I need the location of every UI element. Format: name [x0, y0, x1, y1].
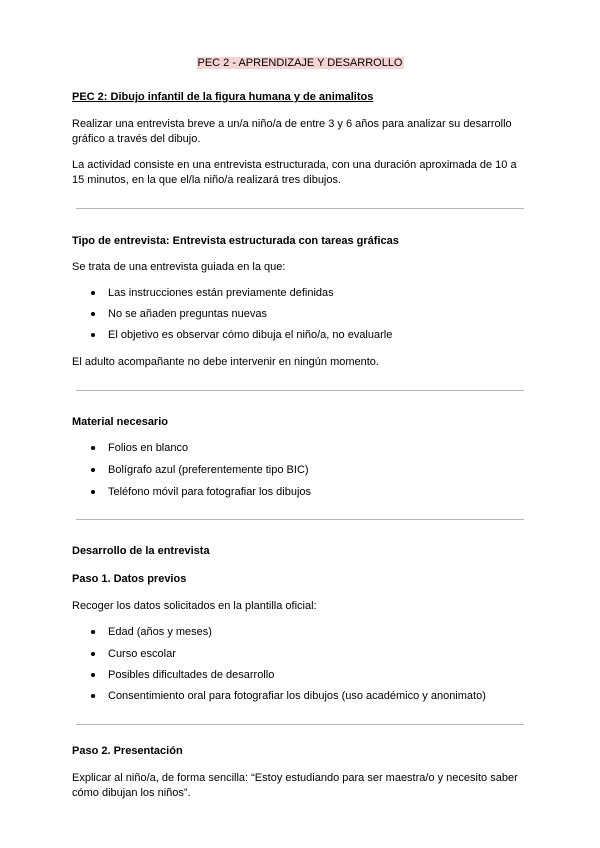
- paso1-heading: Paso 1. Datos previos: [72, 573, 187, 585]
- paso1-item: Edad (años y meses): [108, 626, 212, 638]
- paso1-item: Posibles dificultades de desarrollo: [108, 669, 275, 681]
- paso2-heading: Paso 2. Presentación: [72, 745, 183, 757]
- intro-paragraph-1-line-2: gráfico a través del dibujo.: [72, 133, 201, 145]
- tipo-item: No se añaden preguntas nuevas: [108, 308, 268, 320]
- paso1-item: Consentimiento oral para fotografiar los dibujos (uso académico y anonimato): [108, 690, 486, 702]
- section-divider: [76, 724, 524, 725]
- section-divider: [76, 519, 524, 520]
- material-item: Folios en blanco: [108, 442, 189, 454]
- paso2-text-line-1: Explicar al niño/a, de forma sencilla: “Estoy estudiando para ser maestra/o y necesito saber: [72, 772, 518, 784]
- desarrollo-heading: Desarrollo de la entrevista: [72, 545, 210, 557]
- tipo-note: El adulto acompañante no debe intervenir en ningún momento.: [72, 356, 379, 368]
- tipo-heading: Tipo de entrevista: Entrevista estructurada con tareas gráficas: [72, 235, 399, 247]
- material-item: Teléfono móvil para fotografiar los dibujos: [108, 486, 312, 498]
- bullet-icon: [91, 446, 95, 450]
- bullet-icon: [91, 333, 95, 337]
- intro-paragraph-1-line-1: Realizar una entrevista breve a un/a niño/a de entre 3 y 6 años para analizar su desarrollo: [72, 118, 512, 130]
- tipo-item: El objetivo es observar cómo dibuja el niño/a, no evaluarle: [108, 329, 393, 341]
- material-item: Bolígrafo azul (preferentemente tipo BIC): [108, 464, 309, 476]
- paso1-lead: Recoger los datos solicitados en la plantilla oficial:: [72, 600, 317, 612]
- bullet-icon: [91, 291, 95, 295]
- section-divider: [76, 390, 524, 391]
- bullet-icon: [91, 630, 95, 634]
- paso2-text-line-2: cómo dibujan los niños”.: [72, 787, 191, 799]
- tipo-lead: Se trata de una entrevista guiada en la que:: [72, 261, 286, 273]
- document-title: PEC 2 - APRENDIZAJE Y DESARROLLO: [197, 57, 403, 69]
- bullet-icon: [91, 490, 95, 494]
- bullet-icon: [91, 468, 95, 472]
- paso1-item: Curso escolar: [108, 648, 176, 660]
- intro-paragraph-2-line-2: 15 minutos, en la que el/la niño/a realizará tres dibujos.: [72, 174, 342, 186]
- material-heading: Material necesario: [72, 416, 168, 428]
- intro-paragraph-2-line-1: La actividad consiste en una entrevista estructurada, con una duración aproximada de 10 a: [72, 159, 517, 171]
- bullet-icon: [91, 694, 95, 698]
- bullet-icon: [91, 673, 95, 677]
- intro-heading: PEC 2: Dibujo infantil de la figura humana y de animalitos: [72, 91, 374, 103]
- bullet-icon: [91, 652, 95, 656]
- tipo-item: Las instrucciones están previamente definidas: [108, 287, 334, 299]
- section-divider: [76, 208, 524, 209]
- bullet-icon: [91, 312, 95, 316]
